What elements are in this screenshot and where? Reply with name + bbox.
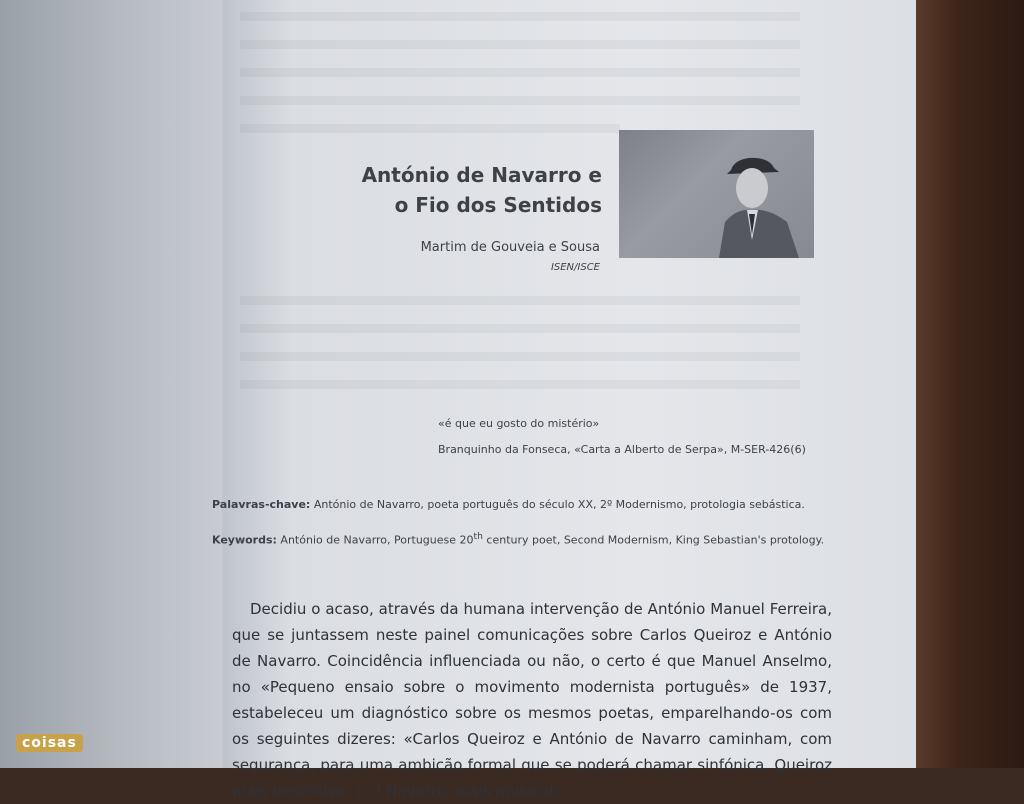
show-through-line	[240, 124, 620, 133]
body-text	[232, 596, 832, 804]
article-title	[352, 160, 602, 220]
body-paragraph: Decidiu o acaso, através da humana intervenção de António Manuel Ferreira, que se juntassem neste painel comunicações sobre Carlos Queiroz e António de Navarro. Coincidência influenciada ou não, o certo é que Manuel Anselmo, no «Pequeno ensaio sobre o movimento modernista português» de 1937, estabeleceu um diagnóstico sobre os mesmos poetas, emparelhando-os com os seguintes dizeres: «Carlos Queiroz e António de Navarro caminham, com segurança, para uma ambição formal que se poderá chamar sinfónica. Queiroz mais descritivo, (...) Navarro, mais musical»	[232, 600, 832, 800]
keywords-text-after: century poet, Second Modernism, King Sebastian's protology.	[482, 533, 825, 547]
keywords-label: Keywords:	[212, 533, 277, 547]
left-page	[0, 0, 222, 768]
author-portrait-photo	[619, 130, 814, 258]
author-name: Martim de Gouveia e Sousa	[420, 240, 600, 255]
keywords	[212, 526, 832, 552]
author-affiliation: ISEN/ISCE	[550, 262, 600, 273]
show-through-line	[240, 324, 800, 333]
show-through-line	[240, 68, 800, 77]
palavras-chave	[212, 494, 832, 516]
show-through-line	[240, 40, 800, 49]
title-line-2: o Fio dos Sentidos	[394, 193, 602, 217]
show-through-line	[240, 296, 800, 305]
right-page	[212, 0, 916, 800]
keywords-text-before: António de Navarro, Portuguese 20	[276, 533, 474, 547]
epigraph-source: Branquinho da Fonseca, «Carta a Alberto de Serpa», M-SER-426(6)	[438, 443, 806, 456]
portrait-figure-icon	[619, 130, 814, 258]
palavras-chave-label: Palavras-chave:	[212, 498, 311, 511]
show-through-line	[240, 352, 800, 361]
show-through-line	[240, 96, 800, 105]
palavras-chave-text: António de Navarro, poeta português do século XX, 2º Modernismo, protologia sebástica.	[310, 498, 805, 511]
show-through-line	[240, 380, 800, 389]
show-through-line	[240, 12, 800, 21]
epigraph-quote: «é que eu gosto do mistério»	[438, 417, 600, 430]
keywords-superscript: th	[473, 531, 483, 542]
wooden-table	[916, 0, 1024, 768]
watermark-logo: coisas	[16, 734, 83, 752]
title-line-1: António de Navarro e	[361, 163, 602, 187]
